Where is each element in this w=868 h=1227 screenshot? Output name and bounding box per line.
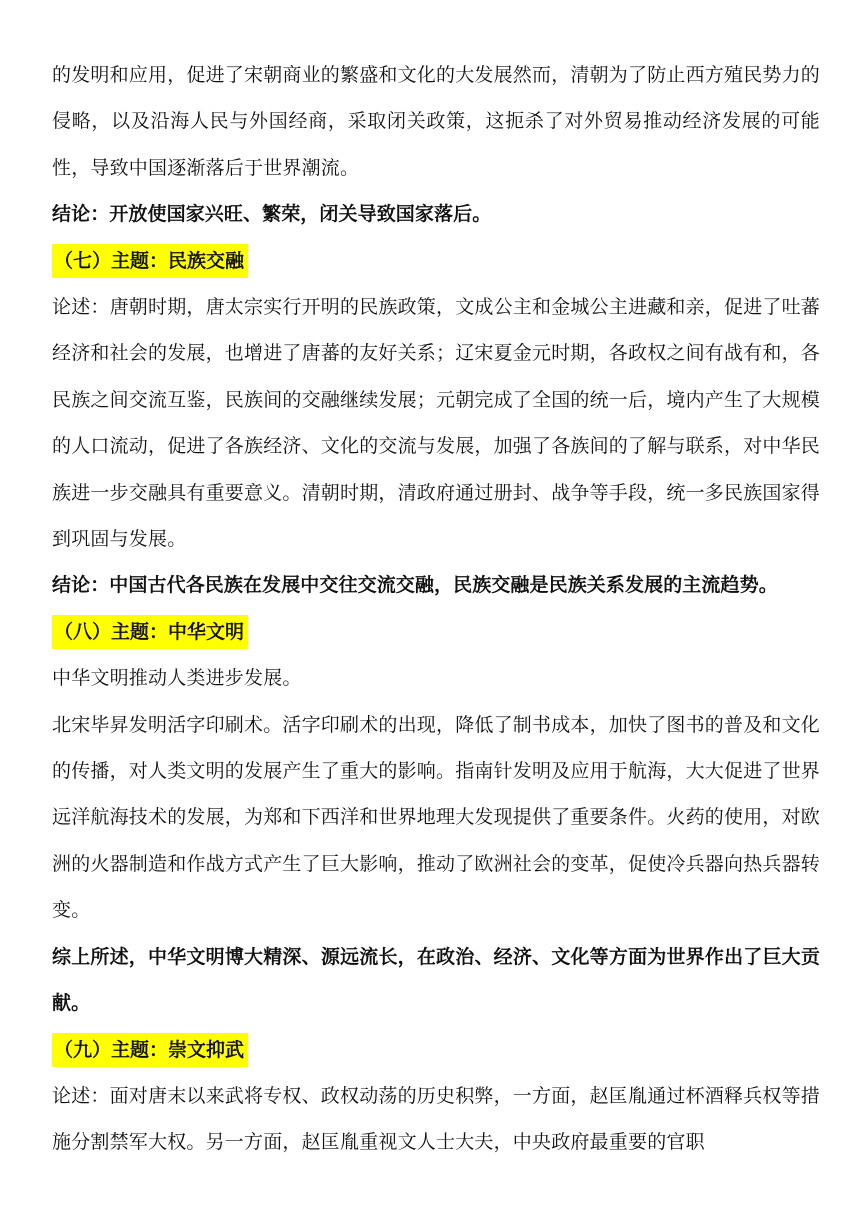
paragraph-trade-policy: 的发明和应用，促进了宋朝商业的繁盛和文化的大发展然而，清朝为了防止西方殖民势力的侵略，以及沿海人民与外国经商，采取闭关政策，这扼杀了对外贸易推动经济发展的可能性，导致中国逐渐落后于世界潮流。 (52, 64, 821, 179)
conclusion-civilization: 综上所述，中华文明博大精深、源远流长，在政治、经济、文化等方面为世界作出了巨大贡献。 (52, 945, 820, 1015)
heading-chinese-civilization: （八）主题：中华文明 (52, 615, 248, 649)
paragraph-ethnic-integration: 论述：唐朝时期，唐太宗实行开明的民族政策，文成公主和金城公主进藏和亲，促进了吐蕃经济和社会的发展，也增进了唐蕃的友好关系；辽宋夏金元时期，各政权之间有战有和，各民族之间交流互鉴，民族间的交融继续发展；元朝完成了全国的统一后，境内产生了大规模的人口流动，促进了各族经济、文化的交流与发展，加强了各族间的了解与联系，对中华民族进一步交融具有重要意义。清朝时期，清政府通过册封、战争等手段，统一多民族国家得到巩固与发展。 (52, 296, 821, 551)
paragraph-four-inventions: 北宋毕昇发明活字印刷术。活字印刷术的出现，降低了制书成本，加快了图书的普及和文化的传播，对人类文明的发展产生了重大的影响。指南针发明及应用于航海，大大促进了世界远洋航海技术的发展，为郑和下西洋和世界地理大发现提供了重要条件。火药的使用，对欧洲的火器制造和作战方式产生了巨大影响，推动了欧洲社会的变革，促使冷兵器向热兵器转变。 (52, 713, 821, 922)
heading-civil-over-military: （九）主题：崇文抑武 (52, 1033, 248, 1067)
heading-ethnic-integration: （七）主题：民族交融 (52, 244, 248, 278)
conclusion-openness: 结论：开放使国家兴旺、繁荣，闭关导致国家落后。 (52, 203, 492, 226)
paragraph-civilization-intro: 中华文明推动人类进步发展。 (52, 667, 302, 690)
conclusion-ethnic-integration: 结论：中国古代各民族在发展中交往交流交融，民族交融是民族关系发展的主流趋势。 (52, 574, 778, 597)
section-heading-9 (52, 1027, 820, 1073)
section-heading-8 (52, 609, 820, 655)
document-page (52, 52, 820, 1166)
section-heading-7 (52, 238, 820, 284)
paragraph-civil-over-military: 论述：面对唐末以来武将专权、政权动荡的历史积弊，一方面，赵匡胤通过杯酒释兵权等措施分割禁军大权。另一方面，赵匡胤重视文人士大夫，中央政府最重要的官职 (52, 1084, 821, 1154)
